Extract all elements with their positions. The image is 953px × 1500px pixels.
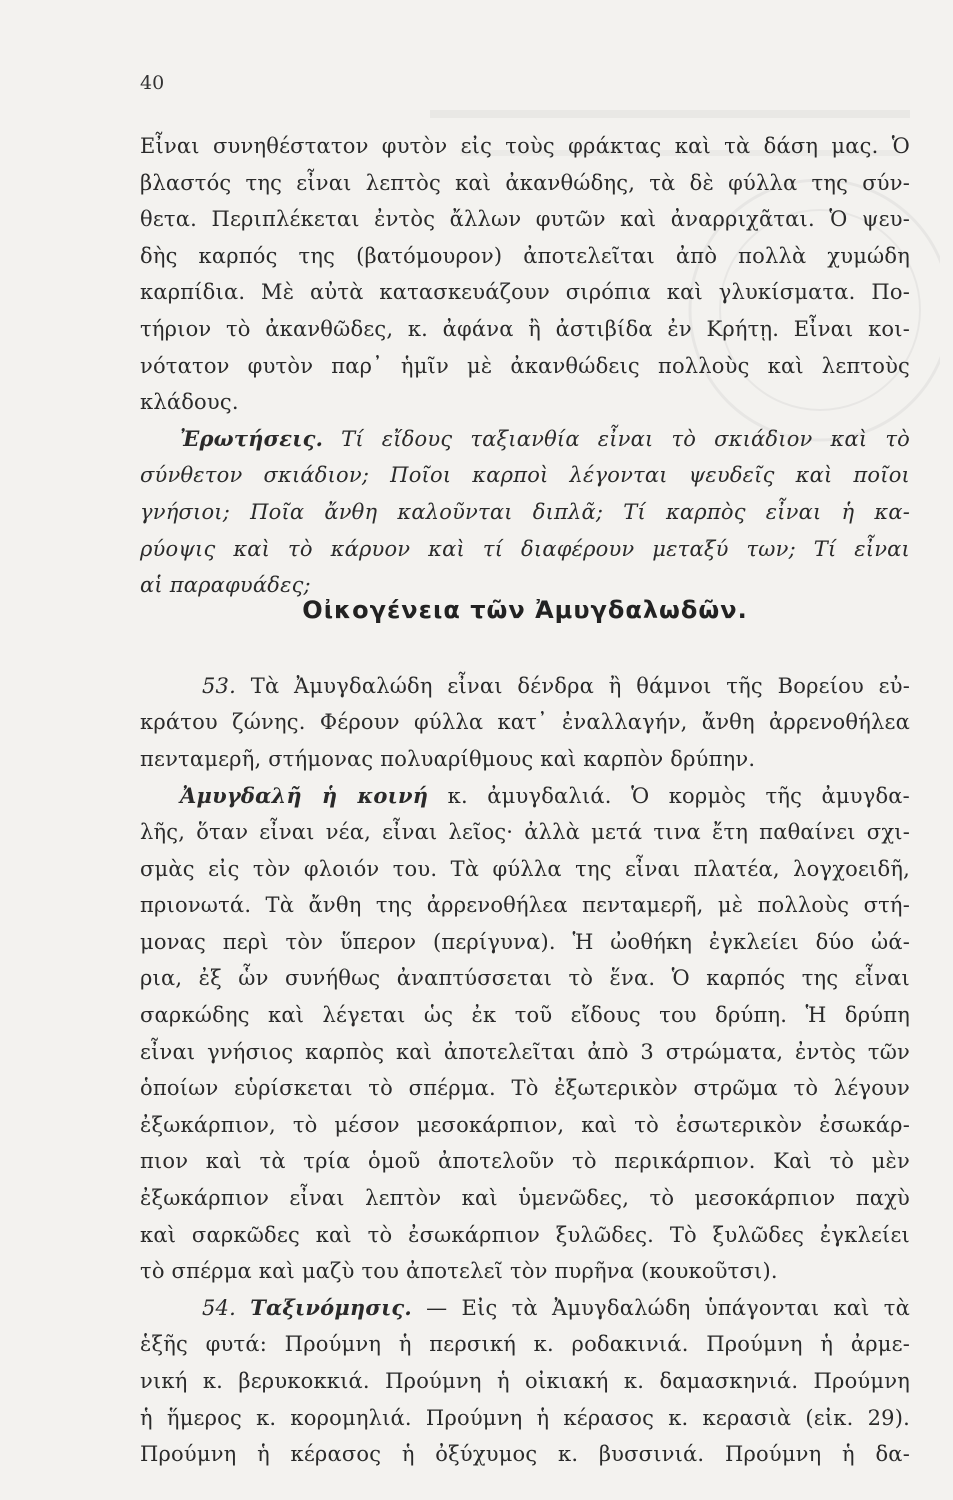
text-line: Εἶναι συνηθέστατον φυτὸν εἰς τοὺς φράκτας καὶ τὰ δάση μας. Ὁ [140,134,910,158]
almond-line: ὁποίων εὑρίσκεται τὸ σπέρμα. Τὸ ἐξωτερικὸν στρῶμα τὸ λέγουν [140,1076,910,1101]
almond-line: ρια, ἐξ ὧν συνήθως ἀναπτύσσεται τὸ ἕνα. Ὁ καρπός της εἶναι [140,966,910,991]
text-line: τήριον τὸ ἀκανθῶδες, κ. ἀφάνα ἢ ἀστιβίδα ἐν Κρήτῃ. Εἶναι κοι- [140,316,910,341]
page-number: 40 [140,72,165,94]
section-number-54: 54. [202,1295,236,1320]
almond-line: Ἀμυγδαλῆ ἡ κοινή κ. ἀμυγδαλιά. Ὁ κορμὸς τῆς ἀμυγδα- [180,782,910,808]
s53-line: πενταμερῆ, στήμονας πολυαρίθμους καὶ καρπὸν δρύπην. [140,746,756,771]
almond-line: πιον καὶ τὰ τρία ὁμοῦ ἀποτελοῦν τὸ περικάρπιον. Καὶ τὸ μὲν [140,1149,910,1174]
section-heading: Οἰκογένεια τῶν Ἀμυγδαλωδῶν. [302,596,748,624]
s53-line: 53. Τὰ Ἀμυγδαλώδη εἶναι δένδρα ἢ θάμνοι τῆς Βορείου εὐ- [202,673,910,698]
questions-line: γνήσιοι; Ποῖα ἄνθη καλοῦνται διπλᾶ; Τί καρπὸς εἶναι ἡ κα- [140,499,910,524]
text-line: βλαστός της εἶναι λεπτὸς καὶ ἀκανθώδης, τὰ δὲ φύλλα της σύν- [140,170,910,195]
s53-line: κράτου ζώνης. Φέρουν φύλλα κατ᾽ ἐναλλαγήν, ἄνθη ἀρρενοθήλεα [140,710,910,735]
s54-line: 54. Ταξινόμησις. — Εἰς τὰ Ἀμυγδαλώδη ὑπάγονται καὶ τὰ [202,1294,910,1320]
text-line: θετα. Περιπλέκεται ἐντὸς ἄλλων φυτῶν καὶ ἀναρριχᾶται. Ὁ ψευ- [140,207,910,232]
almond-line: εἶναι γνήσιος καρπὸς καὶ ἀποτελεῖται ἀπὸ 3 στρώματα, ἐντὸς τῶν [140,1039,910,1064]
almond-line: ἐξωκάρπιον, τὸ μέσον μεσοκάρπιον, καὶ τὸ ἐσωτερικὸν ἐσωκάρ- [140,1112,910,1137]
text-line: κλάδους. [140,390,239,415]
almond-line: λῆς, ὅταν εἶναι νέα, εἶναι λεῖος· ἀλλὰ μετά τινα ἔτη παθαίνει σχι- [140,820,910,845]
page-text [140,128,910,1473]
questions-line: Ἐρωτήσεις. Τί εἴδους ταξιανθία εἶναι τὸ σκιάδιον καὶ τὸ [180,425,910,451]
questions-label: Ἐρωτήσεις. [180,425,324,451]
almond-line: μονας περὶ τὸν ὕπερον (περίγυνα). Ἡ ὠοθήκη ἐγκλείει δύο ὠά- [140,929,910,954]
s54-line: ἡ ἥμερος κ. κορομηλιά. Προύμνη ἡ κέρασος κ. κερασιὰ (εἰκ. 29). [140,1405,910,1430]
s54-line: ἑξῆς φυτά: Προύμνη ἡ περσική κ. ροδακινιά. Προύμνη ἡ ἀρμε- [140,1332,910,1357]
almond-label: Ἀμυγδαλῆ ἡ κοινή [180,782,429,808]
almond-line: πριονωτά. Τὰ ἄνθη της ἀρρενοθήλεα πενταμερῆ, μὲ πολλοὺς στή- [140,893,910,918]
almond-line: καὶ σαρκῶδες καὶ τὸ ἐσωκάρπιον ξυλῶδες. Τὸ ξυλῶδες ἐγκλείει [140,1222,910,1247]
text-line: δὴς καρπός της (βατόμουρον) ἀποτελεῖται ἀπὸ πολλὰ χυμώδη [140,243,910,268]
almond-line: τὸ σπέρμα καὶ μαζὺ του ἀποτελεῖ τὸν πυρῆνα (κουκοῦτσι). [140,1259,778,1284]
questions-line: σύνθετον σκιάδιον; Ποῖοι καρποὶ λέγονται ψευδεῖς καὶ ποῖοι [140,463,910,488]
questions-line: ρύοψις καὶ τὸ κάρυον καὶ τί διαφέρουν μεταξύ των; Τί εἶναι [140,536,910,561]
text-line: νότατον φυτὸν παρ᾽ ἡμῖν μὲ ἀκανθώδεις πολλοὺς καὶ λεπτοὺς [140,353,910,378]
s54-title: Ταξινόμησις. [250,1294,412,1320]
almond-line: ἐξωκάρπιον εἶναι λεπτὸν καὶ ὑμενῶδες, τὸ μεσοκάρπιον παχὺ [140,1186,910,1211]
almond-line: σμὰς εἰς τὸν φλοιόν του. Τὰ φύλλα της εἶναι πλατέα, λογχοειδῆ, [140,856,910,881]
text-line: καρπίδια. Μὲ αὐτὰ κατασκευάζουν σιρόπια καὶ γλυκίσματα. Πο- [140,280,910,305]
s54-line: Προύμνη ἡ κέρασος ἡ ὀξύχυμος κ. βυσσινιά. Προύμνη ἡ δα- [140,1442,910,1467]
almond-line: σαρκώδης καὶ λέγεται ὡς ἐκ τοῦ εἴδους του δρύπη. Ἡ δρύπη [140,1003,910,1028]
questions-line: αἱ παραφυάδες; [140,573,311,598]
s54-line: νική κ. βερυκοκκιά. Προύμνη ἡ οἰκιακή κ. δαμασκηνιά. Προύμνη [140,1369,910,1393]
section-number-53: 53. [202,673,236,698]
